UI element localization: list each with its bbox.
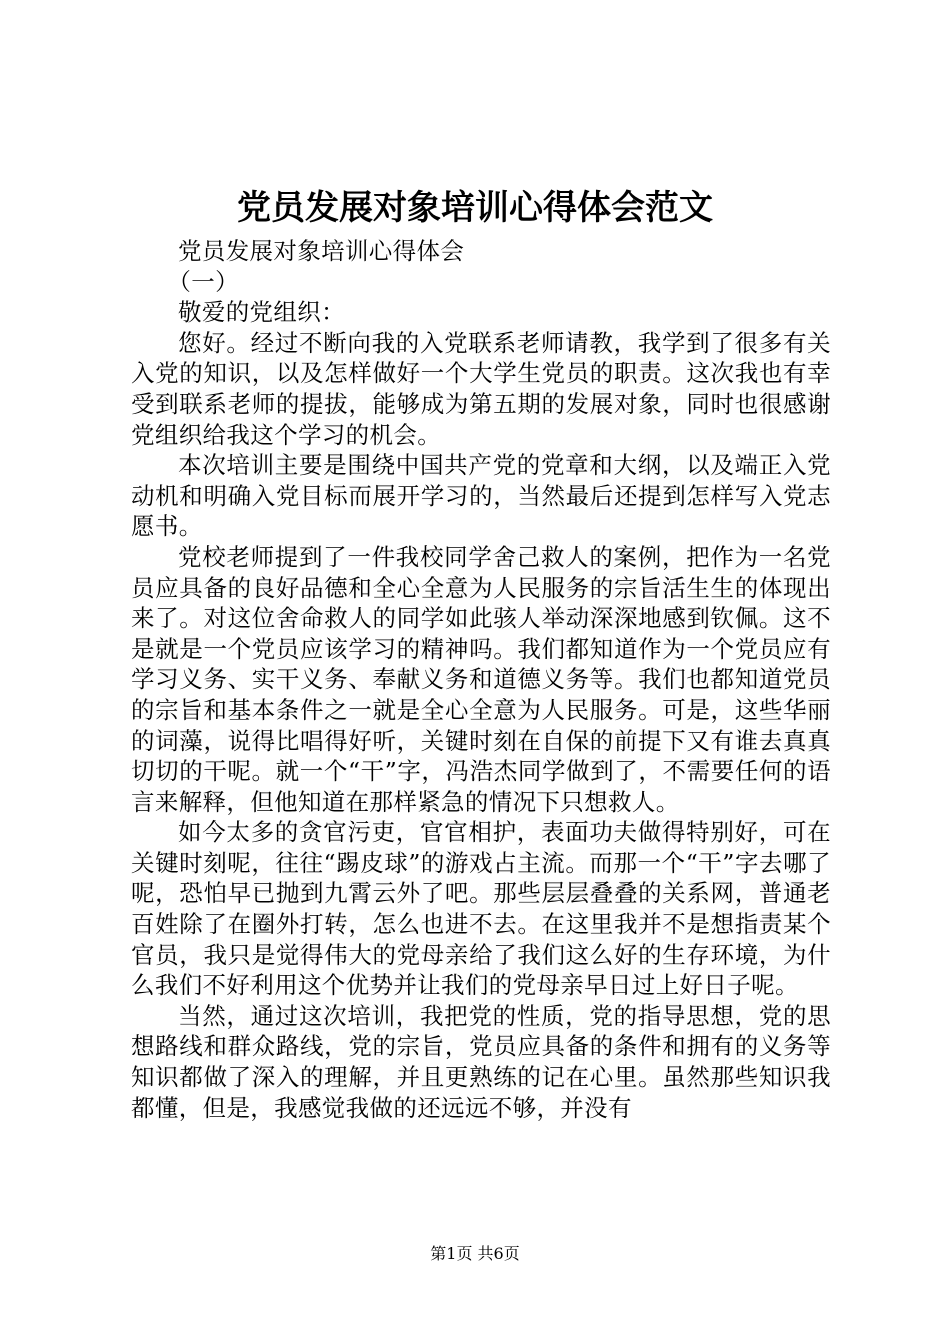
paragraph-subtitle: 党员发展对象培训心得体会 [178, 237, 465, 265]
document-body [131, 236, 831, 1123]
page-indicator: 第1页 共6页 [430, 1244, 520, 1263]
paragraph-body: 党校老师提到了一件我校同学舍己救人的案例，把作为一名党员应具备的良好品德和全心全意为人民服务的宗旨活生生的体现出来了。对这位舍命救人的同学如此骇人举动深深地感到钦佩。这不是就是一个党员应该学习的精神吗。我们都知道作为一个党员应有学习义务、实干义务、奉献义务和道德义务等。我们也都知道党员的宗旨和基本条件之一就是全心全意为人民服务。可是，这些华丽的词藻，说得比唱得好听，关键时刻在自保的前提下又有谁去真真切切的干呢。就一个“干”字，冯浩杰同学做到了，不需要任何的语言来解释，但他知道在那样紧急的情况下只想救人。 [131, 542, 831, 816]
paragraph-salutation: 敬爱的党组织： [178, 298, 345, 327]
paragraph-body: 您好。经过不断向我的入党联系老师请教，我学到了很多有关入党的知识，以及怎样做好一个大学生党员的职责。这次我也有幸受到联系老师的提拔，能够成为第五期的发展对象，同时也很感谢党组织给我这个学习的机会。 [131, 328, 831, 449]
paragraph-body: 当然，通过这次培训，我把党的性质，党的指导思想，党的思想路线和群众路线，党的宗旨，党员应具备的条件和拥有的义务等知识都做了深入的理解，并且更熟练的记在心里。虽然那些知识我都懂，但是，我感觉我做的还远远不够，并没有 [131, 1001, 831, 1122]
paragraph-body: 本次培训主要是围绕中国共产党的党章和大纲，以及端正入党动机和明确入党目标而展开学习的，当然最后还提到怎样写入党志愿书。 [131, 451, 831, 541]
paragraph-section-number: （一） [167, 267, 239, 296]
document-title: 党员发展对象培训心得体会范文 [237, 188, 713, 228]
paragraph-body: 如今太多的贪官污吏，官官相护，表面功夫做得特别好，可在关键时刻呢，往往“踢皮球”的游戏占主流。而那一个“干”字去哪了呢，恐怕早已抛到九霄云外了吧。那些层层叠叠的关系网，普通老百姓除了在圈外打转，怎么也进不去。在这里我并不是想指责某个官员，我只是觉得伟大的党母亲给了我们这么好的生存环境，为什么我们不好利用这个优势并让我们的党母亲早日过上好日子呢。 [131, 818, 831, 1000]
